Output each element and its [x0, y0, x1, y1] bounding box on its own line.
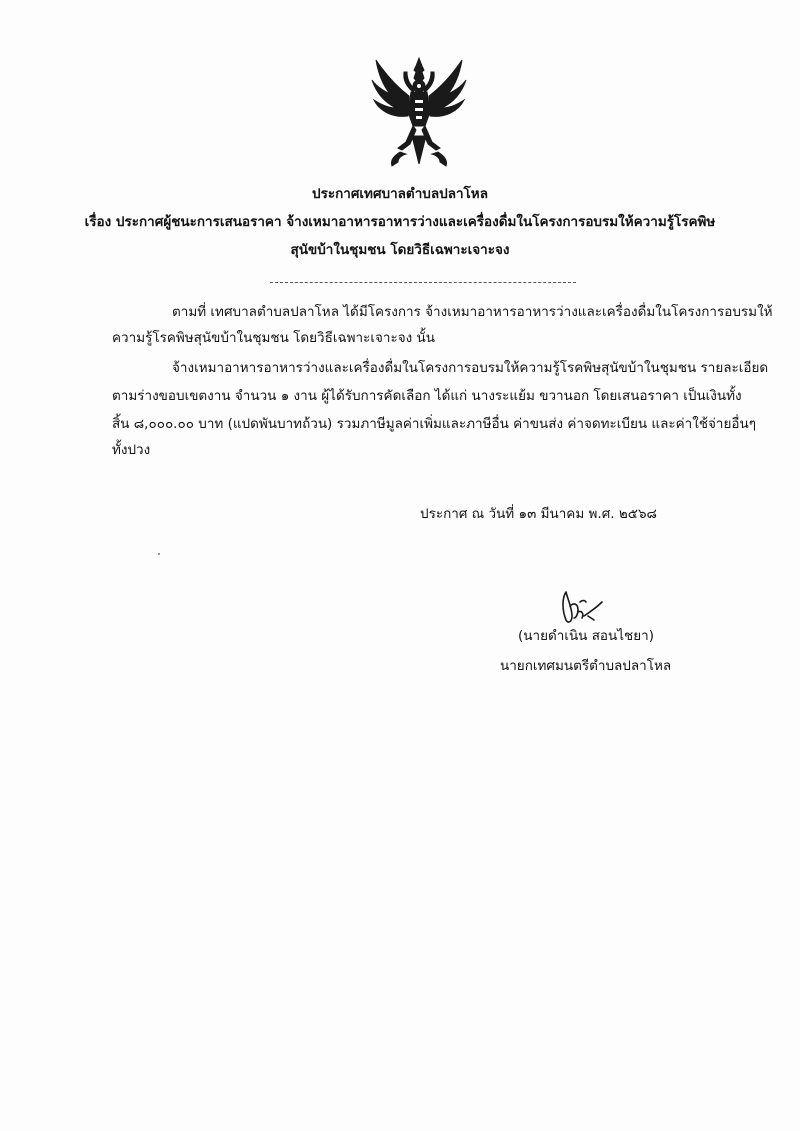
signatory-name: (นายดำเนิน สอนไชยา) [518, 628, 654, 644]
paragraph-2-line-4: ทั้งปวง [112, 442, 151, 458]
paragraph-2-line-3: สิ้น ๘,๐๐๐.๐๐ บาท (แปดพันบาทถ้วน) รวมภาษีมูลค่าเพิ่มและภาษีอื่น ค่าขนส่ง ค่าจดทะเบียน และค่าใช้จ่ายอื่นๆ [112, 416, 756, 432]
paragraph-1-line-1: ตามที่ เทศบาลตำบลปลาโหล ได้มีโครงการ จ้างเหมาอาหารอาหารว่างและเครื่องดื่มในโครงการอบรมให้ [172, 304, 773, 320]
handwritten-signature [556, 588, 606, 628]
scan-speck [158, 553, 160, 555]
paragraph-2-line-1: จ้างเหมาอาหารอาหารว่างและเครื่องดื่มในโครงการอบรมให้ความรู้โรคพิษสุนัขบ้าในชุมชน รายละเอียด [172, 360, 769, 376]
announcement-date: ประกาศ ณ วันที่ ๑๓ มีนาคม พ.ศ. ๒๕๖๘ [420, 506, 657, 522]
heading-divider [270, 282, 576, 283]
paragraph-1-line-2: ความรู้โรคพิษสุนัขบ้าในชุมชน โดยวิธีเฉพาะเจาะจง นั้น [112, 330, 435, 346]
garuda-emblem-icon [370, 56, 468, 168]
announcement-issuer: ประกาศเทศบาลตำบลปลาโหล [312, 186, 488, 202]
announcement-subject-line-1: เรื่อง ประกาศผู้ชนะการเสนอราคา จ้างเหมาอาหารอาหารว่างและเครื่องดื่มในโครงการอบรมให้ความรู้โรคพิษ [84, 214, 716, 230]
paragraph-2-line-2: ตามร่างขอบเขตงาน จำนวน ๑ งาน ผู้ได้รับการคัดเลือก ได้แก่ นางระแย้ม ขวานอก โดยเสนอราคา เป็นเงินทั้ง [112, 388, 742, 404]
signatory-position: นายกเทศมนตรีตำบลปลาโหล [500, 658, 672, 674]
announcement-subject-line-2: สุนัขบ้าในชุมชน โดยวิธีเฉพาะเจาะจง [290, 242, 510, 258]
